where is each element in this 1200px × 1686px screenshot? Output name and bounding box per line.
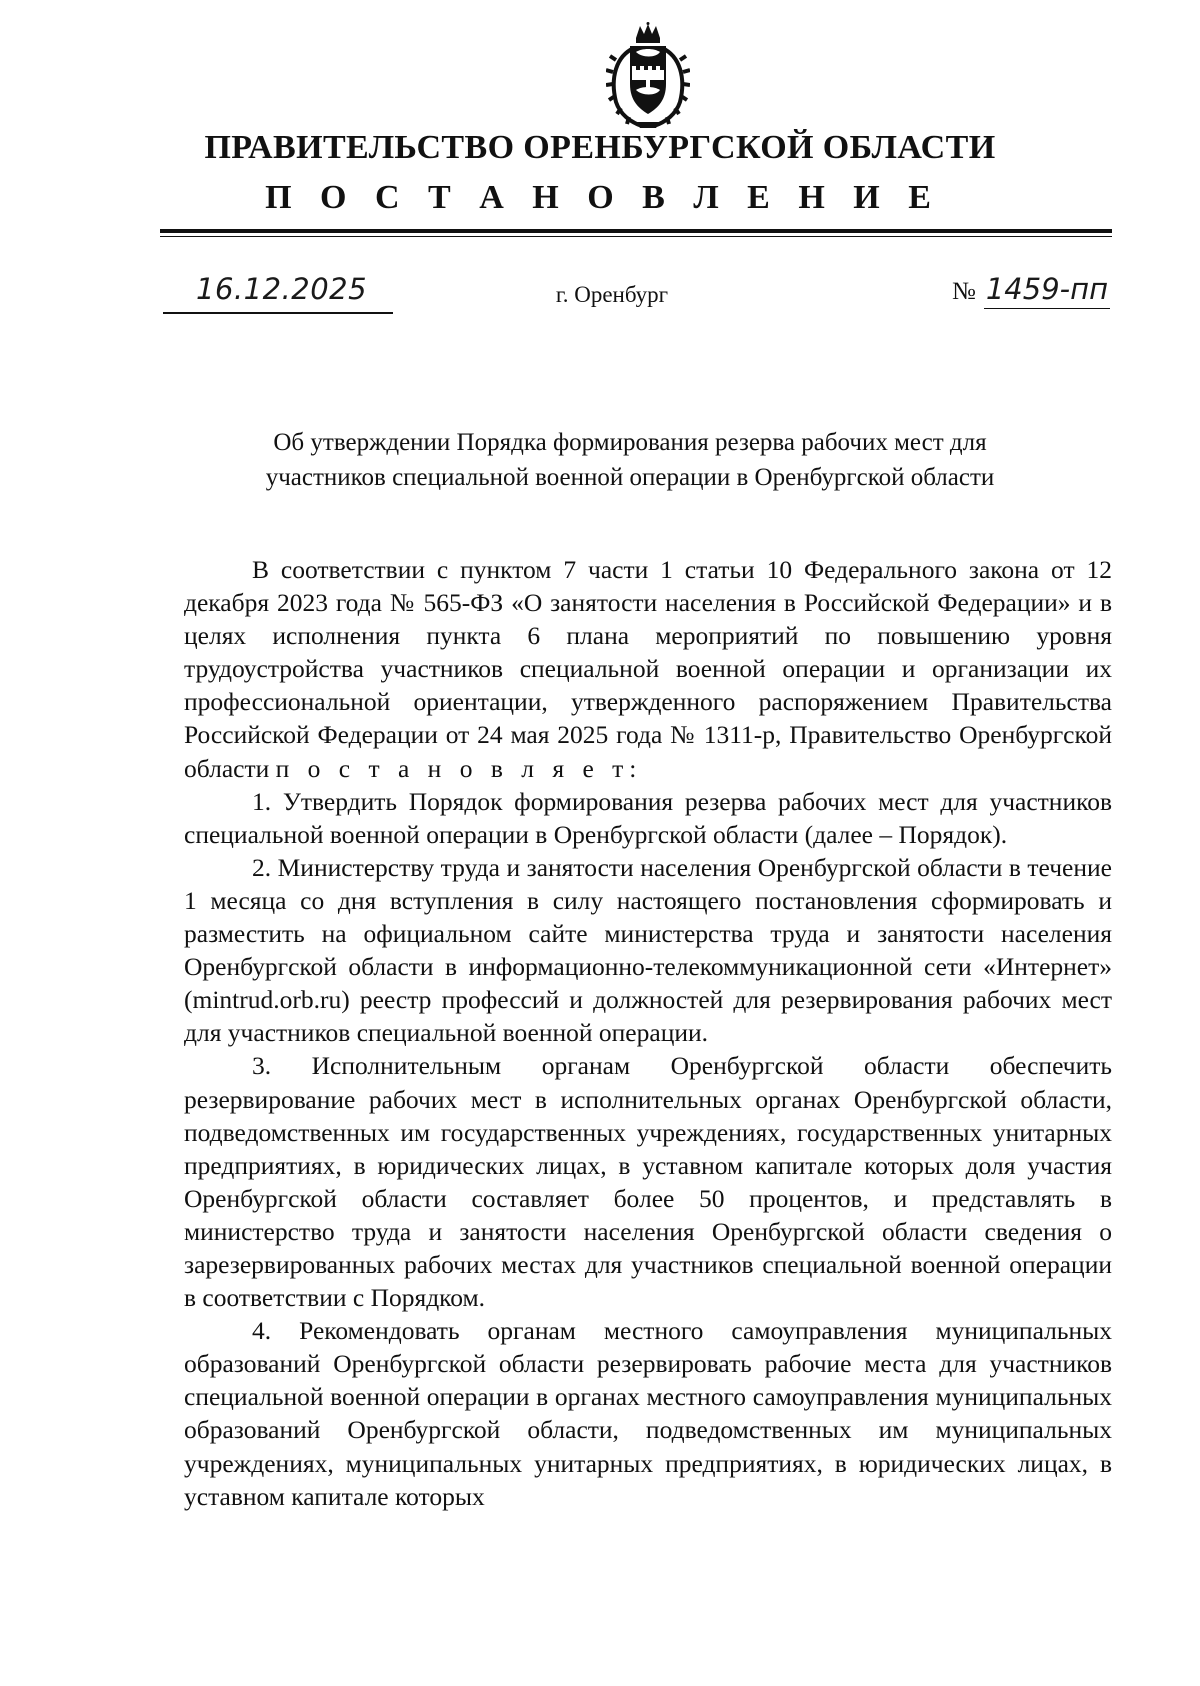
subject-line-1: Об утверждении Порядка формирования резерва рабочих мест для	[273, 429, 987, 456]
header-rule-thick	[160, 229, 1112, 233]
document-subject	[180, 425, 1080, 495]
item-4: 4. Рекомендовать органам местного самоуправления муниципальных образований Оренбургской области резервировать рабочие места для участников специальной военной операции в органах местного самоуправления муниципальных образований Оренбургской области, подведомственных им муниципальных учреждениях, муниципальных унитарных предприятиях, в юридических лицах, в уставном капитале которых	[184, 1316, 1112, 1511]
number-value: 1459-пп	[984, 272, 1110, 309]
document-type: П О С Т А Н О В Л Е Н И Е	[265, 179, 941, 216]
item-2: 2. Министерству труда и занятости населения Оренбургской области в течение 1 месяца со дня вступления в силу настоящего постановления сформировать и разместить на официальном сайте министерства труда и занятости населения Оренбургской области в информационно-телекоммуникационной сети «Интернет» (mintrud.orb.ru) реестр профессий и должностей для резервирования рабочих мест для участников специальной военной операции.	[184, 852, 1112, 1048]
document-date: 16.12.2025	[196, 272, 368, 306]
number-sign: №	[952, 278, 976, 305]
coat-of-arms-icon	[606, 22, 690, 128]
document-body	[184, 553, 1112, 1513]
decree-word: п о с т а н о в л я е т:	[275, 753, 643, 783]
city: г. Оренбург	[555, 282, 669, 307]
date-underline	[163, 312, 393, 314]
preamble-text: В соответствии с пунктом 7 части 1 статьи 10 Федерального закона от 12 декабря 2023 года № 565-ФЗ «О занятости населения в Российской Федерации» и в целях исполнения пункта 6 плана мероприятий по повышению уровня трудоустройства участников специальной военной операции и организации их профессиональной ориентации, утвержденного распоряжением Правительства Российской Федерации от 24 мая 2025 года № 1311-р, Правительство Оренбургской области	[184, 555, 1112, 783]
document-number	[952, 272, 1110, 312]
header-rule-thin	[160, 236, 1112, 237]
subject-line-2: участников специальной военной операции в Оренбургской области	[265, 464, 995, 491]
item-1: 1. Утвердить Порядок формирования резерва рабочих мест для участников специальной военной операции в Оренбургской области (далее – Порядок).	[184, 786, 1112, 849]
government-title: ПРАВИТЕЛЬСТВО ОРЕНБУРГСКОЙ ОБЛАСТИ	[204, 129, 996, 166]
item-3: 3. Исполнительным органам Оренбургской области обеспечить резервирование рабочих мест в исполнительных органах Оренбургской области, подведомственных им государственных учреждениях, государственных унитарных предприятиях, в юридических лицах, в уставном капитале которых доля участия Оренбургской области составляет более 50 процентов, и представлять в министерство труда и занятости населения Оренбургской области сведения о зарезервированных рабочих местах для участников специальной военной операции в соответствии с Порядком.	[184, 1051, 1112, 1313]
preamble-paragraph	[184, 553, 1112, 785]
